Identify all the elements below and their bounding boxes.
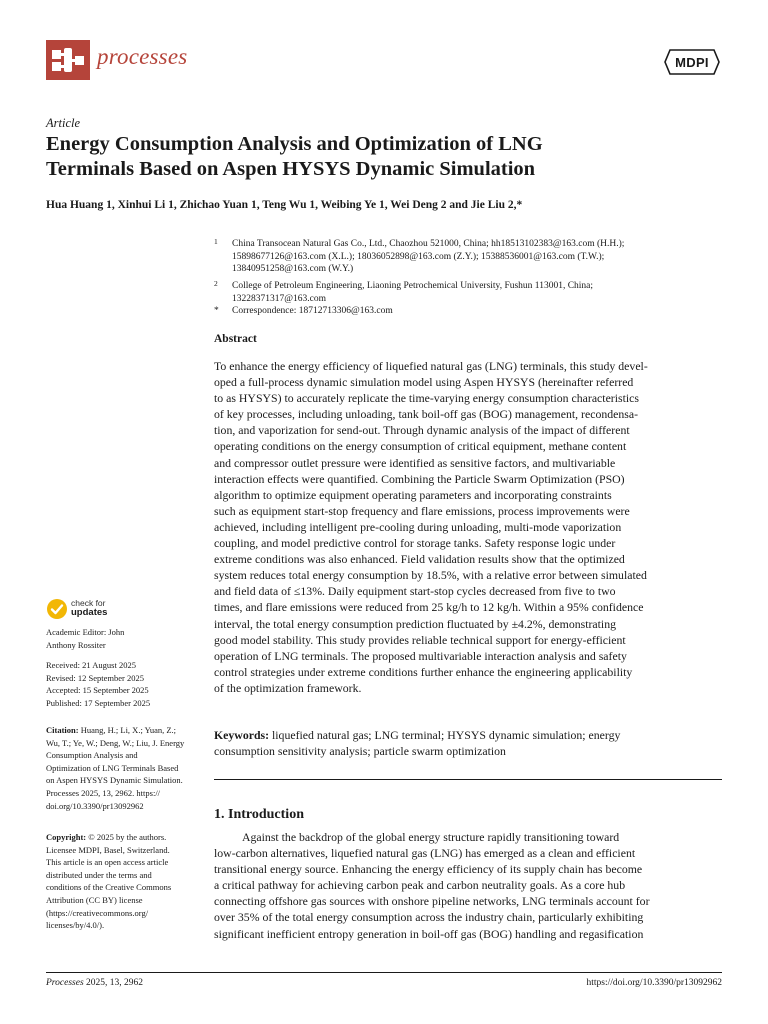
abstract-line: operating conditions on the energy consumption of critical equipment, methane content — [214, 439, 627, 454]
date-accepted: Accepted: 15 September 2025 — [46, 685, 149, 696]
copyright-line: conditions of the Creative Commons — [46, 882, 172, 893]
abstract-line: extreme conditions was also enhanced. Field validation results show that the optimized — [214, 552, 625, 567]
affiliation-1 — [214, 238, 724, 276]
title-line: Terminals Based on Aspen HYSYS Dynamic Simulation — [46, 158, 536, 180]
abstract-line: interval, the total energy consumption prediction fluctuated by ±4.2%, demonstrating — [214, 616, 617, 631]
citation-block — [46, 724, 206, 812]
license-link[interactable]: (https://creativecommons.org/ — [46, 907, 149, 918]
author-list: Hua Huang 1, Xinhui Li 1, Zhichao Yuan 1, Teng Wu 1, Weibing Ye 1, Wei Deng 2 and Jie Liu 2,* — [46, 199, 523, 211]
intro-line: a critical pathway for achieving carbon peak and carbon neutrality goals. As a core hub — [214, 878, 626, 893]
keywords-text: consumption sensitivity analysis; particle swarm optimization — [214, 744, 506, 759]
intro-line: significant inefficient entropy generation in boil-off gas (BOG) handling and regasification — [214, 926, 644, 941]
affiliation-line: China Transocean Natural Gas Co., Ltd., Chaozhou 521000, China; hh18513102383@163.com (H.H.); — [232, 239, 625, 249]
title-line: Energy Consumption Analysis and Optimization of LNG — [46, 133, 543, 155]
affiliation-line: 15898677126@163.com (X.L.); 18036052898@163.com (Z.Y.); 15388536001@163.com (T.W.); — [232, 251, 605, 262]
citation-line: Wu, T.; Ye, W.; Deng, W.; Liu, J. Energy — [46, 737, 185, 748]
citation-line: Consumption Analysis and — [46, 750, 138, 761]
check-for-updates-line1: check for — [71, 598, 106, 608]
editor-line: Academic Editor: John — [46, 627, 125, 637]
abstract-line: To enhance the energy efficiency of liquefied natural gas (LNG) terminals, this study devel- — [214, 359, 648, 373]
abstract-line: operation of LNG terminals. The proposed multivariable interaction analysis and safety — [214, 648, 627, 663]
check-for-updates-label — [71, 599, 107, 617]
citation-line: on Aspen HYSYS Dynamic Simulation. — [46, 775, 183, 786]
article-type: Article — [46, 116, 81, 130]
affiliation-line: 13840951258@163.com (W.Y.) — [232, 264, 354, 275]
citation-line: Processes 2025, 13, 2962. https:// — [46, 787, 161, 798]
copyright-line: distributed under the terms and — [46, 869, 152, 880]
keywords-text: liquefied natural gas; LNG terminal; HYSYS dynamic simulation; energy — [269, 728, 621, 742]
copyright-line: © 2025 by the authors. — [86, 832, 167, 842]
introduction-heading: 1. Introduction — [214, 807, 304, 822]
footer-volume: 2025, 13, 2962 — [83, 978, 144, 988]
abstract-line: to as HYSYS) to accurately replicate the time-varying energy consumption characteristics — [214, 391, 639, 406]
license-link[interactable]: licenses/by/4.0/). — [46, 920, 105, 931]
citation-line: Huang, H.; Li, X.; Yuan, Z.; — [78, 725, 177, 735]
affiliation-mark: 1 — [214, 237, 218, 246]
publication-dates — [46, 659, 206, 709]
mdpi-logo — [664, 46, 720, 78]
citation-doi-link[interactable]: doi.org/10.3390/pr13092962 — [46, 800, 144, 811]
affiliation-mark: 2 — [214, 279, 218, 288]
check-for-updates-icon — [46, 598, 68, 620]
keywords — [214, 727, 722, 759]
section-divider — [214, 779, 722, 780]
paper-title — [46, 132, 726, 182]
intro-line: Against the backdrop of the global energy structure rapidly transitioning toward — [242, 830, 620, 844]
intro-line: low-carbon alternatives, liquefied natural gas (LNG) has emerged as a clean and efficient — [214, 846, 636, 861]
intro-line: transitional energy source. Enhancing the energy efficiency of its supply chain has become — [214, 862, 643, 877]
abstract-line: and compressor outlet pressure were identified as sensitive factors, and multivariable — [214, 455, 616, 470]
abstract-line: interaction effects were quantified. Combining the Particle Swarm Optimization (PSO) — [214, 471, 625, 486]
journal-logo — [46, 40, 90, 80]
abstract-line: times, and flare emissions were reduced from 25 kg/h to 12 kg/h. Within a 95% confidence — [214, 600, 644, 615]
abstract-line: of key processes, including unloading, tank boil-off gas (BOG) management, recondensa- — [214, 407, 639, 422]
check-for-updates-line2: updates — [71, 607, 108, 618]
keywords-label: Keywords: — [214, 728, 270, 742]
footer-doi-link[interactable]: https://doi.org/10.3390/pr13092962 — [586, 978, 722, 988]
copyright-line: Attribution (CC BY) license — [46, 894, 143, 905]
check-for-updates-badge[interactable] — [46, 598, 126, 620]
citation-line: Optimization of LNG Terminals Based — [46, 762, 179, 773]
date-received: Received: 21 August 2025 — [46, 660, 136, 670]
abstract-line: good model stability. This study provides reliable technical support for energy-efficient — [214, 632, 626, 647]
copyright-block — [46, 831, 206, 932]
processes-logo-icon — [46, 40, 90, 80]
abstract-line: such as equipment start-stop frequency and flare emissions, process improvements were — [214, 503, 630, 518]
abstract-line: control strategies under extreme conditions further enhance the engineering applicability — [214, 664, 633, 679]
intro-line: over 35% of the total energy consumption across the industry chain, particularly exhibiting — [214, 910, 644, 925]
abstract-line: system reduces total energy consumption by 18.5%, with a relative error between simulated — [214, 568, 647, 583]
abstract-line: algorithm to optimize equipment operating parameters and incorporating constraints — [214, 487, 612, 502]
abstract-line: oped a full-process dynamic simulation model using Aspen HYSYS (hereinafter referred — [214, 375, 634, 390]
editor-line: Anthony Rossiter — [46, 639, 106, 650]
citation-label: Citation: — [46, 725, 79, 735]
date-published: Published: 17 September 2025 — [46, 697, 151, 708]
correspondence — [214, 305, 724, 318]
introduction-body — [214, 829, 722, 942]
footer-divider — [46, 972, 722, 973]
copyright-label: Copyright: — [46, 832, 87, 842]
affiliation-mark: * — [214, 306, 219, 316]
abstract-line: achieved, including intelligent pre-cooling during unloading, multi-mode vaporization — [214, 519, 622, 534]
journal-name: processes — [97, 44, 188, 69]
mdpi-logo-text: MDPI — [675, 55, 709, 70]
abstract-line: of the optimization framework. — [214, 680, 362, 695]
abstract-line: tion, and vaporization for send-out. Through dynamic analysis of the impact of different — [214, 423, 630, 438]
abstract-line: coupling, and model predictive control for storage tanks. Safety response logic under — [214, 536, 616, 551]
affiliation-line: 13228371317@163.com — [232, 293, 326, 304]
copyright-line: This article is an open access article — [46, 857, 169, 868]
abstract-line: and field data of ≤13%. Daily equipment start-stop cycles decreased from five to two — [214, 584, 616, 599]
intro-line: connecting offshore gas sources with onshore pipeline networks, LNG terminals account for — [214, 894, 650, 909]
footer-citation — [46, 978, 143, 988]
affiliation-2 — [214, 280, 724, 305]
copyright-line: Licensee MDPI, Basel, Switzerland. — [46, 844, 170, 855]
academic-editor — [46, 626, 206, 651]
abstract-heading: Abstract — [214, 333, 257, 345]
date-revised: Revised: 12 September 2025 — [46, 672, 144, 683]
footer-journal: Processes — [46, 978, 84, 988]
affiliation-line: Correspondence: 18712713306@163.com — [232, 306, 393, 316]
affiliation-line: College of Petroleum Engineering, Liaoning Petrochemical University, Fushun 113001, China; — [232, 281, 594, 291]
abstract-body — [214, 358, 722, 696]
